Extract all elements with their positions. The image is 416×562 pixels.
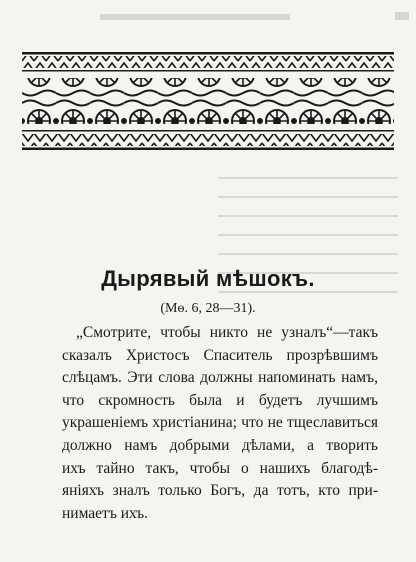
paragraph-line: должно намъ добрыми дѣлами, а творить xyxy=(62,436,378,454)
paragraph-line: сказалъ Христосъ Спаситель прозрѣвшимъ xyxy=(62,346,378,364)
page-title: Дырявый мѣшокъ. xyxy=(101,266,315,291)
show-through-header xyxy=(0,4,416,32)
paragraph-line: что скромность была и будетъ лучшимъ xyxy=(62,391,378,409)
body-paragraph xyxy=(62,322,378,525)
decorative-ornament-band xyxy=(22,52,394,150)
paragraph-line: нимаетъ ихъ. xyxy=(62,504,149,522)
paragraph-line: „Смотрите, чтобы никто не узналъ“—такъ xyxy=(76,324,378,341)
scripture-reference: (Мѳ. 6, 28—31). xyxy=(160,301,256,316)
paragraph-line: слѣцамъ. Эти слова должны напоминать намъ, xyxy=(62,369,378,387)
paragraph-line: ихъ тайно такъ, чтобы о нашихъ благодѣ- xyxy=(62,459,378,477)
paragraph-line: украшеніемъ христіанина; что не тщеславиться xyxy=(62,414,378,432)
paragraph-line: яніяхъ зналъ только Богъ, да тотъ, кто при- xyxy=(62,482,378,500)
